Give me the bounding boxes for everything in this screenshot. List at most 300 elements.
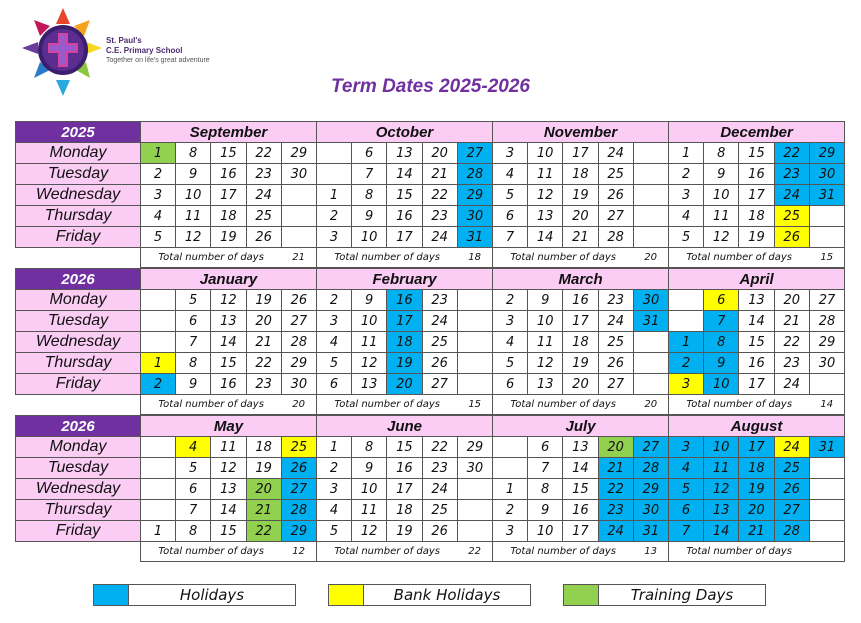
date-cell: 22	[422, 185, 457, 206]
date-cell: 19	[387, 521, 422, 542]
date-cell: 6	[176, 479, 211, 500]
total-days-label: Total number of days	[141, 248, 282, 268]
date-cell: 23	[246, 164, 281, 185]
date-cell	[809, 458, 844, 479]
school-logo	[18, 6, 228, 102]
date-cell: 31	[633, 311, 668, 332]
date-cell: 23	[774, 353, 809, 374]
date-cell: 28	[281, 500, 316, 521]
date-cell: 24	[774, 374, 809, 395]
date-cell: 30	[281, 164, 316, 185]
date-cell: 21	[739, 521, 774, 542]
date-cell: 11	[528, 164, 563, 185]
total-days-value: 21	[281, 248, 316, 268]
month-header: September	[141, 122, 317, 143]
date-cell: 21	[246, 500, 281, 521]
date-cell: 25	[598, 332, 633, 353]
day-name: Thursday	[16, 353, 141, 374]
date-cell: 15	[563, 479, 598, 500]
date-cell: 19	[387, 353, 422, 374]
date-cell: 26	[774, 479, 809, 500]
date-cell: 27	[774, 500, 809, 521]
date-cell: 31	[457, 227, 492, 248]
date-cell: 24	[598, 311, 633, 332]
legend-item	[563, 584, 766, 606]
total-days-label: Total number of days	[493, 395, 634, 415]
month-header: October	[317, 122, 493, 143]
day-name: Tuesday	[16, 164, 141, 185]
date-cell: 2	[317, 206, 352, 227]
date-cell: 5	[669, 227, 704, 248]
date-cell: 28	[598, 227, 633, 248]
date-cell: 3	[493, 143, 528, 164]
date-cell: 10	[352, 479, 387, 500]
date-cell: 28	[281, 332, 316, 353]
date-cell: 4	[317, 500, 352, 521]
date-cell: 15	[739, 143, 774, 164]
date-cell: 7	[704, 311, 739, 332]
day-name: Thursday	[16, 206, 141, 227]
date-cell: 17	[563, 311, 598, 332]
date-cell: 25	[774, 458, 809, 479]
date-cell: 20	[774, 290, 809, 311]
date-cell: 9	[352, 206, 387, 227]
total-days-label: Total number of days	[317, 395, 458, 415]
date-cell: 14	[563, 458, 598, 479]
total-days-label: Total number of days	[141, 542, 282, 562]
date-cell: 20	[598, 437, 633, 458]
date-cell: 12	[352, 521, 387, 542]
date-cell: 24	[774, 437, 809, 458]
date-cell: 1	[141, 143, 176, 164]
date-cell: 6	[528, 437, 563, 458]
total-days-value: 20	[633, 248, 668, 268]
total-days-label: Total number of days	[141, 395, 282, 415]
date-cell: 26	[598, 185, 633, 206]
date-cell: 18	[246, 437, 281, 458]
date-cell: 6	[493, 374, 528, 395]
date-cell: 17	[211, 185, 246, 206]
month-header: January	[141, 269, 317, 290]
day-name: Wednesday	[16, 479, 141, 500]
date-cell: 6	[493, 206, 528, 227]
date-cell	[141, 479, 176, 500]
date-cell: 13	[528, 206, 563, 227]
date-cell: 30	[633, 500, 668, 521]
date-cell: 1	[141, 521, 176, 542]
date-cell: 9	[528, 290, 563, 311]
date-cell: 23	[246, 374, 281, 395]
date-cell: 24	[422, 479, 457, 500]
date-cell: 29	[809, 143, 844, 164]
month-header: December	[669, 122, 845, 143]
date-cell	[809, 206, 844, 227]
month-header: June	[317, 416, 493, 437]
date-cell: 10	[528, 143, 563, 164]
date-cell: 12	[176, 227, 211, 248]
date-cell: 2	[317, 290, 352, 311]
date-cell	[669, 290, 704, 311]
date-cell: 24	[598, 143, 633, 164]
day-name: Friday	[16, 374, 141, 395]
date-cell: 19	[563, 185, 598, 206]
date-cell: 25	[281, 437, 316, 458]
legend-swatch	[94, 585, 129, 605]
date-cell: 8	[352, 185, 387, 206]
date-cell: 16	[739, 164, 774, 185]
total-days-value: 15	[457, 395, 492, 415]
date-cell: 27	[281, 479, 316, 500]
date-cell: 17	[563, 143, 598, 164]
date-cell	[457, 521, 492, 542]
date-cell: 20	[246, 311, 281, 332]
date-cell: 4	[141, 206, 176, 227]
date-cell: 4	[493, 332, 528, 353]
date-cell: 31	[809, 437, 844, 458]
date-cell: 27	[457, 143, 492, 164]
legend-label: Bank Holidays	[393, 586, 501, 604]
date-cell: 11	[704, 458, 739, 479]
date-cell: 1	[317, 437, 352, 458]
date-cell: 17	[563, 521, 598, 542]
date-cell	[141, 290, 176, 311]
day-name: Friday	[16, 227, 141, 248]
date-cell: 30	[281, 374, 316, 395]
date-cell: 29	[281, 521, 316, 542]
date-cell: 23	[598, 290, 633, 311]
date-cell: 20	[246, 479, 281, 500]
date-cell: 9	[176, 374, 211, 395]
date-cell	[633, 185, 668, 206]
date-cell: 30	[457, 458, 492, 479]
total-days-value: 14	[809, 395, 844, 415]
date-cell: 8	[176, 353, 211, 374]
date-cell: 24	[422, 311, 457, 332]
calendar-block	[15, 121, 845, 268]
date-cell: 23	[422, 206, 457, 227]
date-cell: 3	[669, 374, 704, 395]
date-cell: 28	[774, 521, 809, 542]
date-cell: 1	[317, 185, 352, 206]
total-days-label: Total number of days	[493, 248, 634, 268]
date-cell: 18	[739, 206, 774, 227]
date-cell: 3	[317, 227, 352, 248]
date-cell: 12	[704, 227, 739, 248]
date-cell: 7	[528, 458, 563, 479]
school-name-line1: St. Paul's	[106, 36, 142, 45]
date-cell: 15	[387, 437, 422, 458]
date-cell	[809, 374, 844, 395]
date-cell: 26	[598, 353, 633, 374]
date-cell: 22	[774, 143, 809, 164]
month-header: April	[669, 269, 845, 290]
month-header: May	[141, 416, 317, 437]
date-cell: 22	[246, 143, 281, 164]
date-cell: 13	[352, 374, 387, 395]
date-cell: 4	[669, 458, 704, 479]
date-cell: 6	[669, 500, 704, 521]
date-cell: 17	[739, 374, 774, 395]
date-cell: 18	[563, 164, 598, 185]
date-cell: 12	[528, 185, 563, 206]
date-cell: 21	[246, 332, 281, 353]
date-cell: 6	[317, 374, 352, 395]
date-cell: 3	[317, 311, 352, 332]
date-cell	[493, 437, 528, 458]
date-cell: 1	[141, 353, 176, 374]
date-cell	[457, 479, 492, 500]
date-cell: 15	[211, 521, 246, 542]
date-cell: 1	[493, 479, 528, 500]
date-cell: 26	[246, 227, 281, 248]
date-cell: 11	[704, 206, 739, 227]
date-cell: 18	[211, 206, 246, 227]
date-cell	[633, 332, 668, 353]
date-cell: 11	[352, 500, 387, 521]
date-cell: 25	[422, 500, 457, 521]
total-days-label: Total number of days	[317, 248, 458, 268]
date-cell: 26	[422, 353, 457, 374]
total-days-value: 15	[809, 248, 844, 268]
date-cell: 16	[211, 374, 246, 395]
date-cell: 18	[563, 332, 598, 353]
date-cell: 31	[809, 185, 844, 206]
date-cell: 2	[669, 353, 704, 374]
date-cell: 11	[528, 332, 563, 353]
date-cell: 27	[598, 206, 633, 227]
date-cell: 8	[176, 143, 211, 164]
year-header: 2026	[16, 416, 141, 437]
date-cell: 5	[493, 353, 528, 374]
date-cell: 7	[352, 164, 387, 185]
month-header: March	[493, 269, 669, 290]
date-cell: 17	[739, 185, 774, 206]
date-cell: 14	[211, 500, 246, 521]
total-days-label: Total number of days	[317, 542, 458, 562]
date-cell: 13	[528, 374, 563, 395]
date-cell	[457, 374, 492, 395]
date-cell: 22	[774, 332, 809, 353]
date-cell: 30	[457, 206, 492, 227]
date-cell: 5	[176, 458, 211, 479]
date-cell: 2	[493, 500, 528, 521]
spacer	[16, 248, 141, 268]
date-cell: 21	[774, 311, 809, 332]
date-cell: 13	[563, 437, 598, 458]
date-cell: 28	[809, 311, 844, 332]
total-days-value: 20	[633, 395, 668, 415]
date-cell: 10	[528, 311, 563, 332]
date-cell: 18	[739, 458, 774, 479]
date-cell: 16	[387, 206, 422, 227]
date-cell: 11	[176, 206, 211, 227]
date-cell: 29	[809, 332, 844, 353]
date-cell: 13	[704, 500, 739, 521]
date-cell	[281, 185, 316, 206]
date-cell: 27	[809, 290, 844, 311]
date-cell: 9	[528, 500, 563, 521]
date-cell: 3	[493, 521, 528, 542]
date-cell: 16	[387, 290, 422, 311]
date-cell	[457, 290, 492, 311]
day-name: Friday	[16, 521, 141, 542]
date-cell: 13	[387, 143, 422, 164]
date-cell: 31	[633, 521, 668, 542]
date-cell: 11	[352, 332, 387, 353]
date-cell: 15	[211, 143, 246, 164]
date-cell: 23	[422, 290, 457, 311]
date-cell: 7	[669, 521, 704, 542]
day-name: Thursday	[16, 500, 141, 521]
month-header: July	[493, 416, 669, 437]
date-cell: 16	[563, 500, 598, 521]
date-cell: 22	[598, 479, 633, 500]
date-cell: 15	[211, 353, 246, 374]
date-cell	[809, 479, 844, 500]
date-cell: 12	[211, 290, 246, 311]
date-cell: 29	[633, 479, 668, 500]
date-cell: 15	[387, 185, 422, 206]
date-cell: 13	[739, 290, 774, 311]
calendar-block	[15, 268, 845, 415]
day-name: Wednesday	[16, 185, 141, 206]
date-cell	[281, 206, 316, 227]
date-cell: 16	[739, 353, 774, 374]
date-cell: 22	[246, 353, 281, 374]
date-cell: 22	[246, 521, 281, 542]
date-cell	[633, 353, 668, 374]
total-days-value: 22	[457, 542, 492, 562]
date-cell: 5	[317, 353, 352, 374]
date-cell: 7	[176, 500, 211, 521]
total-days-value: 20	[281, 395, 316, 415]
date-cell: 3	[493, 311, 528, 332]
date-cell	[633, 164, 668, 185]
date-cell	[317, 164, 352, 185]
date-cell: 24	[774, 185, 809, 206]
date-cell	[281, 227, 316, 248]
date-cell: 6	[352, 143, 387, 164]
date-cell: 4	[317, 332, 352, 353]
date-cell	[809, 500, 844, 521]
date-cell: 24	[246, 185, 281, 206]
date-cell: 30	[809, 164, 844, 185]
date-cell: 5	[493, 185, 528, 206]
total-days-value: 12	[281, 542, 316, 562]
year-header: 2025	[16, 122, 141, 143]
date-cell: 25	[598, 164, 633, 185]
date-cell: 22	[422, 437, 457, 458]
date-cell: 19	[246, 290, 281, 311]
date-cell: 5	[141, 227, 176, 248]
date-cell	[457, 353, 492, 374]
school-crest-icon	[18, 6, 108, 102]
date-cell: 10	[352, 311, 387, 332]
year-header: 2026	[16, 269, 141, 290]
date-cell	[141, 500, 176, 521]
date-cell: 17	[387, 479, 422, 500]
date-cell: 13	[211, 311, 246, 332]
date-cell	[141, 332, 176, 353]
date-cell: 26	[774, 227, 809, 248]
calendar-block	[15, 415, 845, 562]
date-cell: 21	[598, 458, 633, 479]
date-cell	[809, 227, 844, 248]
date-cell: 17	[387, 311, 422, 332]
date-cell: 20	[387, 374, 422, 395]
date-cell: 9	[704, 164, 739, 185]
date-cell: 8	[528, 479, 563, 500]
date-cell: 26	[422, 521, 457, 542]
date-cell: 2	[141, 164, 176, 185]
date-cell: 6	[176, 311, 211, 332]
legend-label: Training Days	[630, 586, 734, 604]
date-cell: 19	[563, 353, 598, 374]
date-cell: 1	[669, 332, 704, 353]
legend-item	[93, 584, 296, 606]
date-cell	[457, 311, 492, 332]
total-days-value	[809, 542, 844, 562]
date-cell: 12	[211, 458, 246, 479]
date-cell: 3	[669, 437, 704, 458]
total-days-value: 18	[457, 248, 492, 268]
month-header: August	[669, 416, 845, 437]
date-cell: 8	[176, 521, 211, 542]
date-cell: 2	[141, 374, 176, 395]
date-cell	[633, 206, 668, 227]
date-cell: 18	[387, 500, 422, 521]
date-cell: 5	[317, 521, 352, 542]
date-cell	[809, 521, 844, 542]
date-cell	[633, 374, 668, 395]
date-cell: 9	[704, 353, 739, 374]
date-cell: 9	[176, 164, 211, 185]
date-cell: 4	[669, 206, 704, 227]
date-cell: 6	[704, 290, 739, 311]
date-cell: 10	[704, 185, 739, 206]
date-cell: 20	[739, 500, 774, 521]
date-cell: 20	[563, 206, 598, 227]
date-cell: 19	[211, 227, 246, 248]
legend-label: Holidays	[179, 586, 245, 604]
date-cell: 17	[387, 227, 422, 248]
school-name-line2: C.E. Primary School	[106, 46, 183, 55]
date-cell: 13	[211, 479, 246, 500]
date-cell: 3	[141, 185, 176, 206]
date-cell: 23	[422, 458, 457, 479]
date-cell	[457, 332, 492, 353]
date-cell	[633, 227, 668, 248]
date-cell: 16	[211, 164, 246, 185]
date-cell: 19	[739, 479, 774, 500]
date-cell: 25	[246, 206, 281, 227]
month-header: November	[493, 122, 669, 143]
date-cell: 11	[211, 437, 246, 458]
date-cell: 10	[176, 185, 211, 206]
total-days-label: Total number of days	[669, 248, 810, 268]
school-tagline: Together on life's great adventure	[106, 57, 210, 64]
date-cell: 23	[774, 164, 809, 185]
legend-swatch	[329, 585, 364, 605]
date-cell: 8	[704, 332, 739, 353]
date-cell: 21	[563, 227, 598, 248]
date-cell: 2	[493, 290, 528, 311]
month-header: February	[317, 269, 493, 290]
date-cell	[633, 143, 668, 164]
day-name: Monday	[16, 290, 141, 311]
date-cell: 23	[598, 500, 633, 521]
date-cell: 8	[704, 143, 739, 164]
